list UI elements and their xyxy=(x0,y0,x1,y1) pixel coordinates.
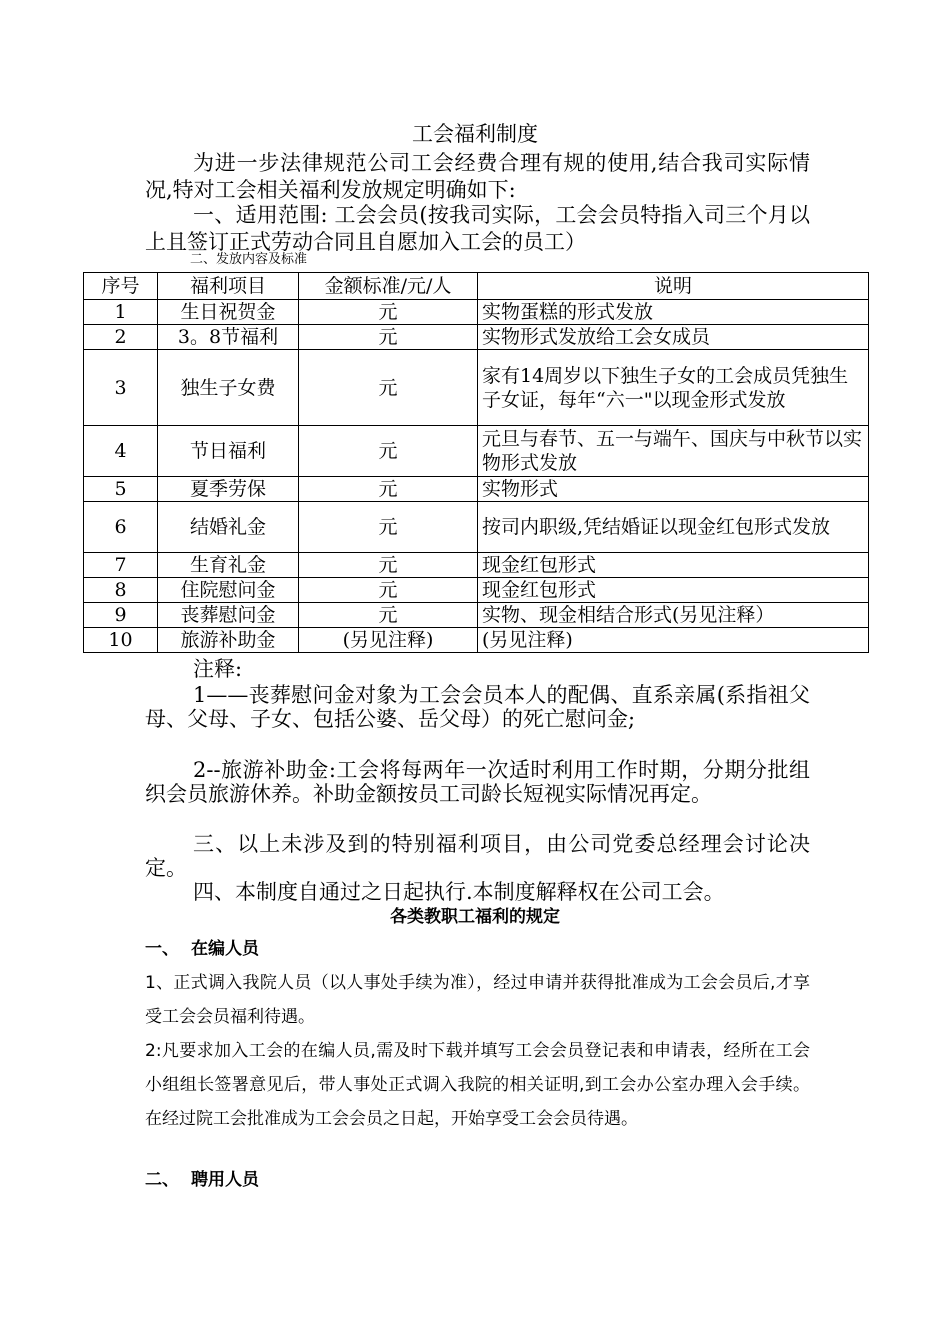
cell-item: 生日祝贺金 xyxy=(158,300,299,325)
cell-amount: 元 xyxy=(299,325,478,350)
rules-paragraph-1: 1、正式调入我院人员（以人事处手续为准），经过申请并获得批准成为工会会员后,才享受工会会员福利待遇。 xyxy=(145,973,810,1027)
document-title: 工会福利制度 xyxy=(412,122,538,146)
table-row xyxy=(84,477,869,502)
section2-heading: 二、发放内容及标准 xyxy=(190,252,308,267)
cell-no: 6 xyxy=(84,502,158,553)
cell-note: 按司内职级,凭结婚证以现金红包形式发放 xyxy=(478,502,869,553)
cell-note: 实物形式 xyxy=(478,477,869,502)
table-row xyxy=(84,325,869,350)
header-amount: 金额标准/元/人 xyxy=(299,273,478,300)
cell-amount: 元 xyxy=(299,300,478,325)
table-row xyxy=(84,502,869,553)
note-2: 2--旅游补助金:工会将每两年一次适时利用工作时期，分期分批组织会员旅游休养。补助金额按员工司龄长短视实际情况再定。 xyxy=(145,758,810,806)
note-1: 1——丧葬慰问金对象为工会会员本人的配偶、直系亲属(系指祖父母、父母、子女、包括公婆、岳父母）的死亡慰问金; xyxy=(145,683,810,731)
header-note: 说明 xyxy=(478,273,869,300)
table-row xyxy=(84,350,869,426)
section-heading-1 xyxy=(145,937,259,961)
table-header-row xyxy=(84,273,869,300)
rules-paragraph-2: 2:凡要求加入工会的在编人员,需及时下载并填写工会会员登记表和申请表，经所在工会小组组长签署意见后，带人事处正式调入我院的相关证明,到工会办公室办理入会手续。在经过院工会批准成为工会会员之日起，开始享受工会会员待遇。 xyxy=(145,1041,810,1129)
cell-no: 3 xyxy=(84,350,158,426)
cell-amount: (另见注释) xyxy=(299,628,478,653)
cell-amount: 元 xyxy=(299,350,478,426)
cell-note: 实物、现金相结合形式(另见注释） xyxy=(478,603,869,628)
cell-no: 1 xyxy=(84,300,158,325)
section-heading-2 xyxy=(145,1168,259,1192)
section-2-number: 二、 xyxy=(145,1170,179,1190)
table-row xyxy=(84,553,869,578)
table-row xyxy=(84,426,869,477)
section-1-title: 在编人员 xyxy=(191,939,259,959)
cell-amount: 元 xyxy=(299,578,478,603)
cell-no: 4 xyxy=(84,426,158,477)
header-no: 序号 xyxy=(84,273,158,300)
cell-item: 3。8节福利 xyxy=(158,325,299,350)
cell-no: 5 xyxy=(84,477,158,502)
cell-item: 独生子女费 xyxy=(158,350,299,426)
cell-item: 夏季劳保 xyxy=(158,477,299,502)
intro-paragraph: 为进一步法律规范公司工会经费合理有规的使用,结合我司实际情况,特对工会相关福利发放规定明确如下: xyxy=(145,151,810,202)
cell-item: 节日福利 xyxy=(158,426,299,477)
table-row xyxy=(84,578,869,603)
welfare-table xyxy=(83,272,869,653)
item-3: 三、以上未涉及到的特别福利项目，由公司党委总经理会讨论决定。 xyxy=(145,832,810,880)
table-row xyxy=(84,628,869,653)
table-row xyxy=(84,300,869,325)
scope-paragraph: 一、适用范围: 工会会员(按我司实际，工会会员特指入司三个月以上且签订正式劳动合同且自愿加入工会的员工） xyxy=(145,203,810,254)
section-1-number: 一、 xyxy=(145,939,179,959)
cell-note: 实物蛋糕的形式发放 xyxy=(478,300,869,325)
cell-item: 生育礼金 xyxy=(158,553,299,578)
cell-no: 8 xyxy=(84,578,158,603)
item-4: 四、本制度自通过之日起执行.本制度解释权在公司工会。 xyxy=(193,880,725,904)
cell-no: 10 xyxy=(84,628,158,653)
cell-amount: 元 xyxy=(299,603,478,628)
cell-amount: 元 xyxy=(299,553,478,578)
cell-item: 住院慰问金 xyxy=(158,578,299,603)
cell-item: 结婚礼金 xyxy=(158,502,299,553)
cell-note: 现金红包形式 xyxy=(478,553,869,578)
cell-amount: 元 xyxy=(299,477,478,502)
rules-title: 各类教职工福利的规定 xyxy=(390,907,560,927)
cell-item: 丧葬慰问金 xyxy=(158,603,299,628)
cell-note: 家有14周岁以下独生子女的工会成员凭独生子女证，每年“六一"以现金形式发放 xyxy=(478,350,869,426)
cell-no: 2 xyxy=(84,325,158,350)
cell-note: (另见注释) xyxy=(478,628,869,653)
cell-note: 现金红包形式 xyxy=(478,578,869,603)
section-2-title: 聘用人员 xyxy=(191,1170,259,1190)
cell-item: 旅游补助金 xyxy=(158,628,299,653)
cell-amount: 元 xyxy=(299,502,478,553)
cell-amount: 元 xyxy=(299,426,478,477)
cell-no: 9 xyxy=(84,603,158,628)
header-item: 福利项目 xyxy=(158,273,299,300)
cell-no: 7 xyxy=(84,553,158,578)
notes-label-text: 注释: xyxy=(193,657,243,681)
cell-note: 元旦与春节、五一与端午、国庆与中秋节以实物形式发放 xyxy=(478,426,869,477)
notes-label xyxy=(145,657,810,681)
table-row xyxy=(84,603,869,628)
cell-note: 实物形式发放给工会女成员 xyxy=(478,325,869,350)
